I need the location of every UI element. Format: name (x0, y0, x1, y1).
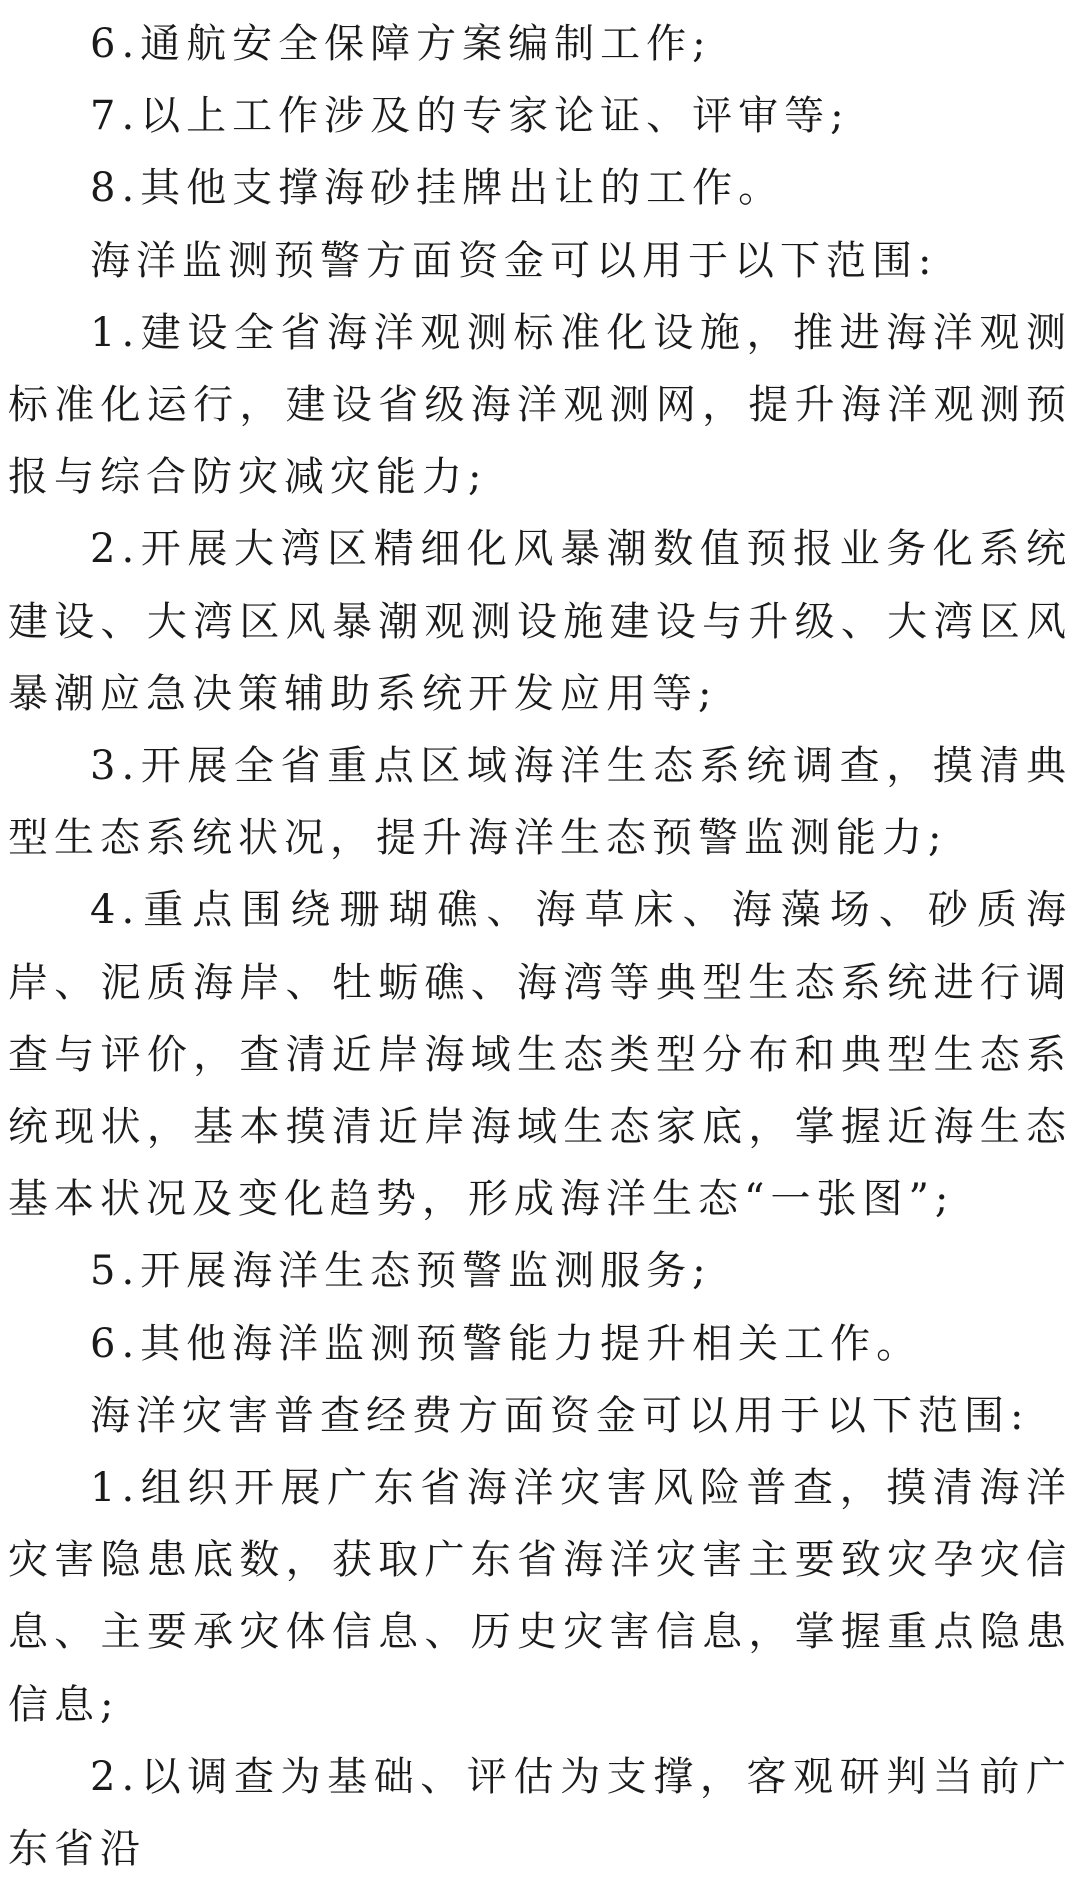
monitoring-item-6: 6.其他海洋监测预警能力提升相关工作。 (90, 1320, 923, 1367)
item-6-navigation-safety: 6.通航安全保障方案编制工作; (90, 21, 712, 67)
monitoring-item-1: 1.建设全省海洋观测标准化设施，推进海洋观测标准化运行，建设省级海洋观测网，提升海洋观测预报与综合防灾减灾能力; (8, 309, 1072, 501)
section-heading-disaster-survey: 海洋灾害普查经费方面资金可以用于以下范围: (90, 1392, 1030, 1439)
monitoring-item-2: 2.开展大湾区精细化风暴潮数值预报业务化系统建设、大湾区风暴潮观测设施建设与升级、大湾区风暴潮应急决策辅助系统开发应用等; (8, 526, 1072, 717)
monitoring-item-3: 3.开展全省重点区域海洋生态系统调查，摸清典型生态系统状况，提升海洋生态预警监测能力; (8, 743, 1072, 862)
monitoring-item-4: 4.重点围绕珊瑚礁、海草床、海藻场、砂质海岸、泥质海岸、牡蛎礁、海湾等典型生态系统进行调查与评价，查清近岸海域生态类型分布和典型生态系统现状，基本摸清近岸海域生态家底，掌握近海生态基本状况及变化趋势，形成海洋生态“一张图”; (8, 887, 1072, 1223)
item-8-sea-sand-support: 8.其他支撑海砂挂牌出让的工作。 (90, 165, 785, 212)
section-heading-monitoring: 海洋监测预警方面资金可以用于以下范围: (90, 237, 938, 284)
disaster-item-2: 2.以调查为基础、评估为支撑，客观研判当前广东省沿 (8, 1753, 1072, 1873)
monitoring-item-5: 5.开展海洋生态预警监测服务; (90, 1248, 712, 1295)
item-7-expert-review: 7.以上工作涉及的专家论证、评审等; (90, 93, 850, 140)
disaster-item-1: 1.组织开展广东省海洋灾害风险普查，摸清海洋灾害隐患底数，获取广东省海洋灾害主要致灾孕灾信息、主要承灾体信息、历史灾害信息，掌握重点隐患信息; (8, 1465, 1072, 1728)
